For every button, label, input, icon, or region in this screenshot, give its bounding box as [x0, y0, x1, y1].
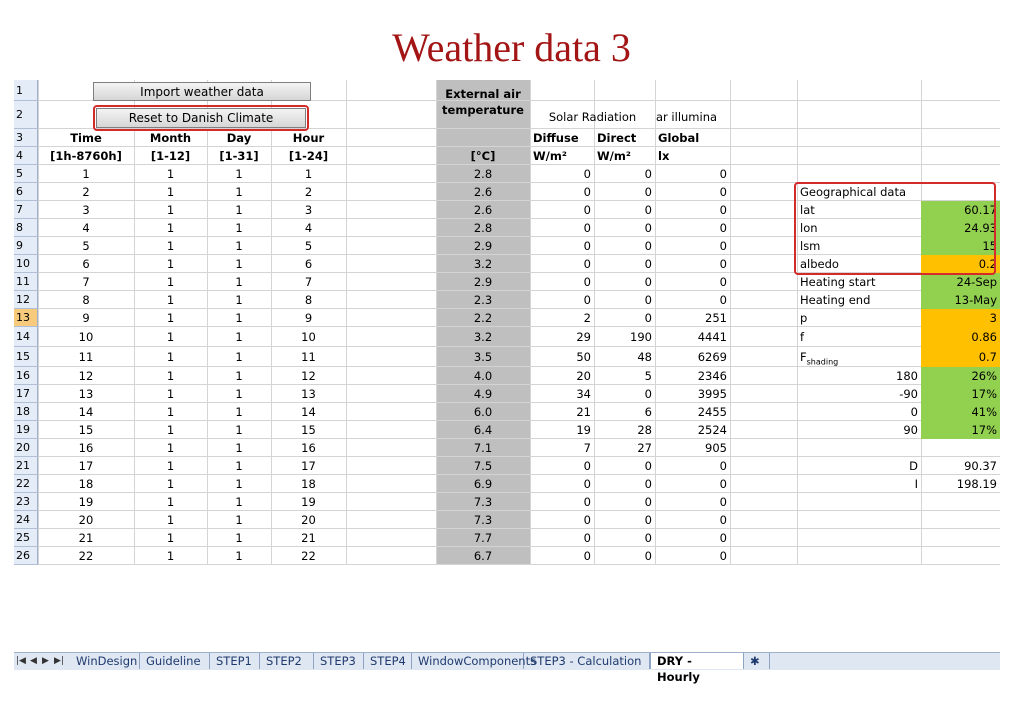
- diffuse-cell[interactable]: 50: [576, 350, 591, 364]
- day-cell[interactable]: 1: [235, 275, 243, 289]
- month-cell[interactable]: 1: [166, 185, 175, 199]
- day-cell[interactable]: 1: [235, 257, 243, 271]
- lsm-label[interactable]: lsm: [800, 239, 821, 253]
- temperature-header[interactable]: [436, 86, 530, 126]
- time-cell[interactable]: 17: [78, 459, 94, 473]
- column-header[interactable]: Hour: [292, 131, 325, 145]
- day-cell[interactable]: 1: [235, 167, 243, 181]
- orientation-percent[interactable]: 17%: [921, 385, 1000, 403]
- temperature-cell[interactable]: 6.4: [473, 423, 493, 437]
- diffuse-cell[interactable]: 20: [576, 369, 591, 383]
- column-header[interactable]: [1-24]: [288, 149, 329, 163]
- row-header[interactable]: 24: [14, 511, 38, 529]
- diffuse-cell[interactable]: 0: [583, 221, 591, 235]
- direct-cell[interactable]: 190: [630, 330, 652, 344]
- fshading-subscript: shading: [806, 357, 839, 367]
- insert-sheet-icon[interactable]: ✱: [744, 653, 770, 669]
- page-title: Weather data 3: [392, 25, 631, 70]
- column-header[interactable]: Month: [149, 131, 192, 145]
- orientation-percent[interactable]: 41%: [921, 403, 1000, 421]
- month-cell[interactable]: 1: [166, 221, 175, 235]
- month-cell[interactable]: 1: [166, 387, 175, 401]
- sheet-tab-step2[interactable]: STEP2: [260, 653, 314, 669]
- global-cell[interactable]: 0: [719, 275, 727, 289]
- first-sheet-icon[interactable]: |◀: [16, 656, 26, 666]
- global-cell[interactable]: 2524: [697, 423, 727, 437]
- illuminance-header[interactable]: ar illumina: [656, 110, 718, 124]
- day-cell[interactable]: 1: [235, 311, 243, 325]
- day-cell[interactable]: 1: [235, 203, 243, 217]
- geo-title-cell[interactable]: Geographical data: [800, 185, 907, 199]
- heating-end-value[interactable]: 13-May: [921, 291, 1000, 309]
- direct-cell[interactable]: 0: [644, 477, 652, 491]
- hour-cell[interactable]: 19: [301, 495, 316, 509]
- sheet-tab-windesign[interactable]: WinDesign: [70, 653, 140, 669]
- temperature-cell[interactable]: 2.2: [473, 311, 493, 325]
- reset-climate-button[interactable]: Reset to Danish Climate: [96, 108, 306, 128]
- diffuse-cell[interactable]: 0: [583, 531, 591, 545]
- temperature-cell[interactable]: 2.9: [473, 275, 493, 289]
- p-label[interactable]: p: [800, 311, 808, 325]
- month-cell[interactable]: 1: [166, 275, 175, 289]
- temperature-cell[interactable]: 7.1: [473, 441, 493, 455]
- row-header[interactable]: 15: [14, 347, 38, 367]
- orientation-angle[interactable]: 180: [896, 369, 918, 383]
- day-cell[interactable]: 1: [235, 423, 243, 437]
- lon-value[interactable]: 24.93: [921, 219, 1000, 237]
- row-header[interactable]: 26: [14, 547, 38, 565]
- month-cell[interactable]: 1: [166, 203, 175, 217]
- time-cell[interactable]: 3: [82, 203, 90, 217]
- row-header[interactable]: 23: [14, 493, 38, 511]
- hour-cell[interactable]: 15: [301, 423, 316, 437]
- column-header[interactable]: lx: [658, 149, 670, 163]
- direct-cell[interactable]: 5: [644, 369, 652, 383]
- global-cell[interactable]: 0: [719, 549, 727, 563]
- hour-cell[interactable]: 2: [304, 185, 313, 199]
- global-cell[interactable]: 0: [719, 221, 727, 235]
- i-label[interactable]: I: [914, 477, 918, 491]
- hour-cell[interactable]: 6: [304, 257, 313, 271]
- row-header[interactable]: 7: [14, 201, 38, 219]
- time-cell[interactable]: 19: [78, 495, 94, 509]
- global-cell[interactable]: 6269: [697, 350, 727, 364]
- global-cell[interactable]: 905: [705, 441, 727, 455]
- temperature-cell[interactable]: 3.2: [473, 257, 493, 271]
- sheet-tab-step3-calculation[interactable]: STEP3 - Calculation: [524, 653, 650, 669]
- direct-cell[interactable]: 0: [644, 513, 652, 527]
- month-cell[interactable]: 1: [166, 549, 175, 563]
- time-cell[interactable]: 9: [82, 311, 90, 325]
- global-cell[interactable]: 0: [719, 257, 727, 271]
- f-label[interactable]: f: [800, 330, 805, 344]
- direct-cell[interactable]: 0: [644, 293, 652, 307]
- row-header[interactable]: 9: [14, 237, 38, 255]
- global-cell[interactable]: 2455: [697, 405, 727, 419]
- temperature-cell[interactable]: 2.8: [473, 167, 493, 181]
- day-cell[interactable]: 1: [235, 441, 243, 455]
- sheet-tab-dry-hourly[interactable]: DRY - Hourly: [650, 653, 744, 669]
- month-cell[interactable]: 1: [166, 350, 175, 364]
- row-header[interactable]: 4: [14, 147, 38, 165]
- month-cell[interactable]: 1: [166, 423, 175, 437]
- day-cell[interactable]: 1: [235, 350, 243, 364]
- month-cell[interactable]: 1: [166, 311, 175, 325]
- direct-cell[interactable]: 0: [644, 221, 652, 235]
- temperature-cell[interactable]: 4.9: [473, 387, 493, 401]
- hour-cell[interactable]: 3: [304, 203, 313, 217]
- temperature-cell[interactable]: 6.9: [473, 477, 493, 491]
- time-cell[interactable]: 1: [82, 167, 90, 181]
- month-cell[interactable]: 1: [166, 495, 175, 509]
- hour-cell[interactable]: 13: [301, 387, 316, 401]
- gridline: [730, 80, 731, 565]
- month-cell[interactable]: 1: [166, 531, 175, 545]
- day-cell[interactable]: 1: [235, 549, 243, 563]
- diffuse-cell[interactable]: 0: [583, 203, 591, 217]
- row-header[interactable]: 8: [14, 219, 38, 237]
- time-cell[interactable]: 4: [82, 221, 90, 235]
- row-header[interactable]: 18: [14, 403, 38, 421]
- lat-label[interactable]: lat: [800, 203, 815, 217]
- direct-cell[interactable]: 27: [637, 441, 652, 455]
- lat-value[interactable]: 60.17: [921, 201, 1000, 219]
- time-cell[interactable]: 21: [78, 531, 94, 545]
- diffuse-cell[interactable]: 21: [576, 405, 591, 419]
- diffuse-cell[interactable]: 0: [583, 185, 591, 199]
- time-cell[interactable]: 16: [78, 441, 94, 455]
- time-cell[interactable]: 8: [82, 293, 90, 307]
- sheet-tab-step3[interactable]: STEP3: [314, 653, 364, 669]
- orientation-percent[interactable]: 26%: [921, 367, 1000, 385]
- p-value[interactable]: 3: [921, 309, 1000, 327]
- last-sheet-icon[interactable]: ▶|: [54, 656, 64, 666]
- column-header[interactable]: W/m²: [597, 149, 631, 163]
- row-header[interactable]: 10: [14, 255, 38, 273]
- time-cell[interactable]: 13: [78, 387, 94, 401]
- temperature-cell[interactable]: 2.6: [473, 203, 493, 217]
- month-cell[interactable]: 1: [166, 293, 175, 307]
- diffuse-cell[interactable]: 2: [583, 311, 591, 325]
- fshading-value[interactable]: 0.7: [921, 347, 1000, 367]
- direct-cell[interactable]: 0: [644, 185, 652, 199]
- temperature-cell[interactable]: 6.0: [473, 405, 493, 419]
- day-cell[interactable]: 1: [235, 405, 243, 419]
- global-cell[interactable]: 251: [705, 311, 727, 325]
- column-header[interactable]: Time: [70, 131, 102, 145]
- global-cell[interactable]: 0: [719, 185, 727, 199]
- prev-sheet-icon[interactable]: ◀: [30, 656, 37, 666]
- temperature-cell[interactable]: 6.7: [473, 549, 493, 563]
- direct-cell[interactable]: 0: [644, 459, 652, 473]
- row-header[interactable]: 5: [14, 165, 38, 183]
- column-header[interactable]: Day: [226, 131, 252, 145]
- direct-cell[interactable]: 0: [644, 203, 652, 217]
- import-weather-button[interactable]: Import weather data: [93, 82, 311, 101]
- global-cell[interactable]: 2346: [697, 369, 727, 383]
- orientation-angle[interactable]: -90: [899, 387, 918, 401]
- global-cell[interactable]: 0: [719, 495, 727, 509]
- hour-cell[interactable]: 7: [304, 275, 313, 289]
- row-header[interactable]: 22: [14, 475, 38, 493]
- row-header[interactable]: 1: [14, 80, 38, 101]
- sheet-tab-windowcomponents[interactable]: WindowComponents: [412, 653, 524, 669]
- column-header[interactable]: [1h-8760h]: [50, 149, 122, 163]
- column-header[interactable]: Direct: [597, 131, 637, 145]
- column-header[interactable]: Diffuse: [533, 131, 579, 145]
- day-cell[interactable]: 1: [235, 221, 243, 235]
- temperature-cell[interactable]: 3.5: [473, 350, 493, 364]
- temperature-cell[interactable]: 3.2: [473, 330, 493, 344]
- hour-cell[interactable]: 1: [304, 167, 313, 181]
- temperature-header-line1: External air: [445, 87, 521, 101]
- column-header[interactable]: [°C]: [470, 149, 496, 163]
- day-cell[interactable]: 1: [235, 293, 243, 307]
- direct-cell[interactable]: 0: [644, 387, 652, 401]
- diffuse-cell[interactable]: 0: [583, 239, 591, 253]
- row-header[interactable]: 12: [14, 291, 38, 309]
- hour-cell[interactable]: 5: [304, 239, 313, 253]
- solar-radiation-header[interactable]: Solar Radiation: [548, 110, 637, 124]
- diffuse-cell[interactable]: 0: [583, 167, 591, 181]
- sheet-tab-bar: [14, 652, 1000, 684]
- time-cell[interactable]: 2: [82, 185, 90, 199]
- diffuse-cell[interactable]: 0: [583, 495, 591, 509]
- temperature-cell[interactable]: 2.6: [473, 185, 493, 199]
- f-value[interactable]: 0.86: [921, 327, 1000, 347]
- global-cell[interactable]: 0: [719, 513, 727, 527]
- month-cell[interactable]: 1: [166, 513, 175, 527]
- direct-cell[interactable]: 0: [644, 531, 652, 545]
- hour-cell[interactable]: 22: [301, 549, 316, 563]
- sheet-tab-step4[interactable]: STEP4: [364, 653, 412, 669]
- day-cell[interactable]: 1: [235, 513, 243, 527]
- direct-cell[interactable]: 28: [637, 423, 652, 437]
- column-header[interactable]: [1-12]: [150, 149, 191, 163]
- row-header[interactable]: 19: [14, 421, 38, 439]
- hour-cell[interactable]: 9: [304, 311, 313, 325]
- diffuse-cell[interactable]: 19: [576, 423, 591, 437]
- time-cell[interactable]: 11: [78, 350, 94, 364]
- hour-cell[interactable]: 8: [304, 293, 313, 307]
- row-header[interactable]: 3: [14, 129, 38, 147]
- temperature-cell[interactable]: 2.8: [473, 221, 493, 235]
- column-header[interactable]: [1-31]: [219, 149, 259, 163]
- orientation-angle[interactable]: 0: [910, 405, 918, 419]
- row-header[interactable]: 13: [14, 309, 38, 327]
- row-header[interactable]: 25: [14, 529, 38, 547]
- time-cell[interactable]: 5: [82, 239, 90, 253]
- day-cell[interactable]: 1: [235, 369, 243, 383]
- diffuse-cell[interactable]: 0: [583, 459, 591, 473]
- direct-cell[interactable]: 0: [644, 311, 652, 325]
- reset-button-highlight: [93, 105, 309, 131]
- fshading-label[interactable]: [797, 347, 921, 367]
- day-cell[interactable]: 1: [235, 531, 243, 545]
- hour-cell[interactable]: 12: [301, 369, 316, 383]
- hour-cell[interactable]: 18: [301, 477, 316, 491]
- direct-cell[interactable]: 6: [644, 405, 652, 419]
- temperature-cell[interactable]: 7.7: [473, 531, 493, 545]
- direct-cell[interactable]: 0: [644, 239, 652, 253]
- temperature-cell[interactable]: 7.3: [473, 495, 493, 509]
- time-cell[interactable]: 7: [82, 275, 90, 289]
- orientation-angle[interactable]: 90: [903, 423, 918, 437]
- sheet-tab-step1[interactable]: STEP1: [210, 653, 260, 669]
- month-cell[interactable]: 1: [166, 405, 175, 419]
- row-header[interactable]: 17: [14, 385, 38, 403]
- albedo-value[interactable]: 0.2: [921, 255, 1000, 273]
- day-cell[interactable]: 1: [235, 459, 243, 473]
- month-cell[interactable]: 1: [166, 167, 175, 181]
- geographical-data-highlight: [794, 182, 996, 275]
- time-cell[interactable]: 22: [78, 549, 94, 563]
- direct-cell[interactable]: 0: [644, 257, 652, 271]
- day-cell[interactable]: 1: [235, 185, 243, 199]
- hour-cell[interactable]: 11: [301, 350, 316, 364]
- global-cell[interactable]: 0: [719, 459, 727, 473]
- direct-cell[interactable]: 48: [637, 350, 652, 364]
- hour-cell[interactable]: 14: [301, 405, 316, 419]
- row-header[interactable]: 21: [14, 457, 38, 475]
- heating-start-label[interactable]: Heating start: [800, 275, 876, 289]
- diffuse-cell[interactable]: 0: [583, 477, 591, 491]
- temperature-cell[interactable]: 2.9: [473, 239, 493, 253]
- global-cell[interactable]: 3995: [697, 387, 727, 401]
- albedo-label[interactable]: albedo: [800, 257, 839, 271]
- i-value[interactable]: 198.19: [956, 477, 997, 491]
- hour-cell[interactable]: 10: [301, 330, 316, 344]
- diffuse-cell[interactable]: 7: [583, 441, 591, 455]
- sheet-tab-guideline[interactable]: Guideline: [140, 653, 210, 669]
- day-cell[interactable]: 1: [235, 330, 243, 344]
- global-cell[interactable]: 0: [719, 167, 727, 181]
- next-sheet-icon[interactable]: ▶: [42, 656, 49, 666]
- month-cell[interactable]: 1: [166, 459, 175, 473]
- lon-label[interactable]: lon: [800, 221, 818, 235]
- hour-cell[interactable]: 17: [301, 459, 316, 473]
- temperature-cell[interactable]: 2.3: [473, 293, 493, 307]
- gridline: [346, 80, 347, 565]
- diffuse-cell[interactable]: 0: [583, 257, 591, 271]
- global-cell[interactable]: 4441: [697, 330, 727, 344]
- hour-cell[interactable]: 4: [304, 221, 313, 235]
- direct-cell[interactable]: 0: [644, 495, 652, 509]
- column-header[interactable]: W/m²: [533, 149, 567, 163]
- time-cell[interactable]: 15: [78, 423, 94, 437]
- time-cell[interactable]: 12: [78, 369, 94, 383]
- fshading-main: F: [800, 350, 807, 364]
- column-header[interactable]: Global: [658, 131, 700, 145]
- month-cell[interactable]: 1: [166, 257, 175, 271]
- diffuse-cell[interactable]: 0: [583, 513, 591, 527]
- direct-cell[interactable]: 0: [644, 275, 652, 289]
- spreadsheet-grid[interactable]: [14, 80, 1000, 652]
- direct-cell[interactable]: 0: [644, 549, 652, 563]
- direct-cell[interactable]: 0: [644, 167, 652, 181]
- heating-end-label[interactable]: Heating end: [800, 293, 871, 307]
- hour-cell[interactable]: 20: [301, 513, 316, 527]
- temperature-cell[interactable]: 4.0: [473, 369, 493, 383]
- global-cell[interactable]: 0: [719, 293, 727, 307]
- hour-cell[interactable]: 21: [301, 531, 316, 545]
- day-cell[interactable]: 1: [235, 477, 243, 491]
- time-cell[interactable]: 18: [78, 477, 94, 491]
- diffuse-cell[interactable]: 29: [576, 330, 591, 344]
- global-cell[interactable]: 0: [719, 203, 727, 217]
- d-label[interactable]: D: [909, 459, 918, 473]
- temperature-header-line2: temperature: [442, 103, 524, 117]
- row-header[interactable]: 20: [14, 439, 38, 457]
- month-cell[interactable]: 1: [166, 330, 175, 344]
- row-header[interactable]: 16: [14, 367, 38, 385]
- orientation-percent[interactable]: 17%: [921, 421, 1000, 439]
- time-cell[interactable]: 20: [78, 513, 94, 527]
- temperature-cell[interactable]: 7.3: [473, 513, 493, 527]
- lsm-value[interactable]: 15: [921, 237, 1000, 255]
- day-cell[interactable]: 1: [235, 239, 243, 253]
- row-header[interactable]: 6: [14, 183, 38, 201]
- global-cell[interactable]: 0: [719, 239, 727, 253]
- day-cell[interactable]: 1: [235, 495, 243, 509]
- month-cell[interactable]: 1: [166, 369, 175, 383]
- diffuse-cell[interactable]: 34: [576, 387, 591, 401]
- row-header[interactable]: 14: [14, 327, 38, 347]
- diffuse-cell[interactable]: 0: [583, 549, 591, 563]
- row-header[interactable]: 11: [14, 273, 38, 291]
- time-cell[interactable]: 6: [82, 257, 90, 271]
- month-cell[interactable]: 1: [166, 477, 175, 491]
- diffuse-cell[interactable]: 0: [583, 293, 591, 307]
- hour-cell[interactable]: 16: [301, 441, 316, 455]
- month-cell[interactable]: 1: [166, 239, 175, 253]
- global-cell[interactable]: 0: [719, 531, 727, 545]
- heating-start-value[interactable]: 24-Sep: [921, 273, 1000, 291]
- global-cell[interactable]: 0: [719, 477, 727, 491]
- month-cell[interactable]: 1: [166, 441, 175, 455]
- row-header[interactable]: 2: [14, 101, 38, 129]
- time-cell[interactable]: 14: [78, 405, 94, 419]
- temperature-cell[interactable]: 7.5: [473, 459, 493, 473]
- day-cell[interactable]: 1: [235, 387, 243, 401]
- diffuse-cell[interactable]: 0: [583, 275, 591, 289]
- time-cell[interactable]: 10: [78, 330, 94, 344]
- d-value[interactable]: 90.37: [964, 459, 997, 473]
